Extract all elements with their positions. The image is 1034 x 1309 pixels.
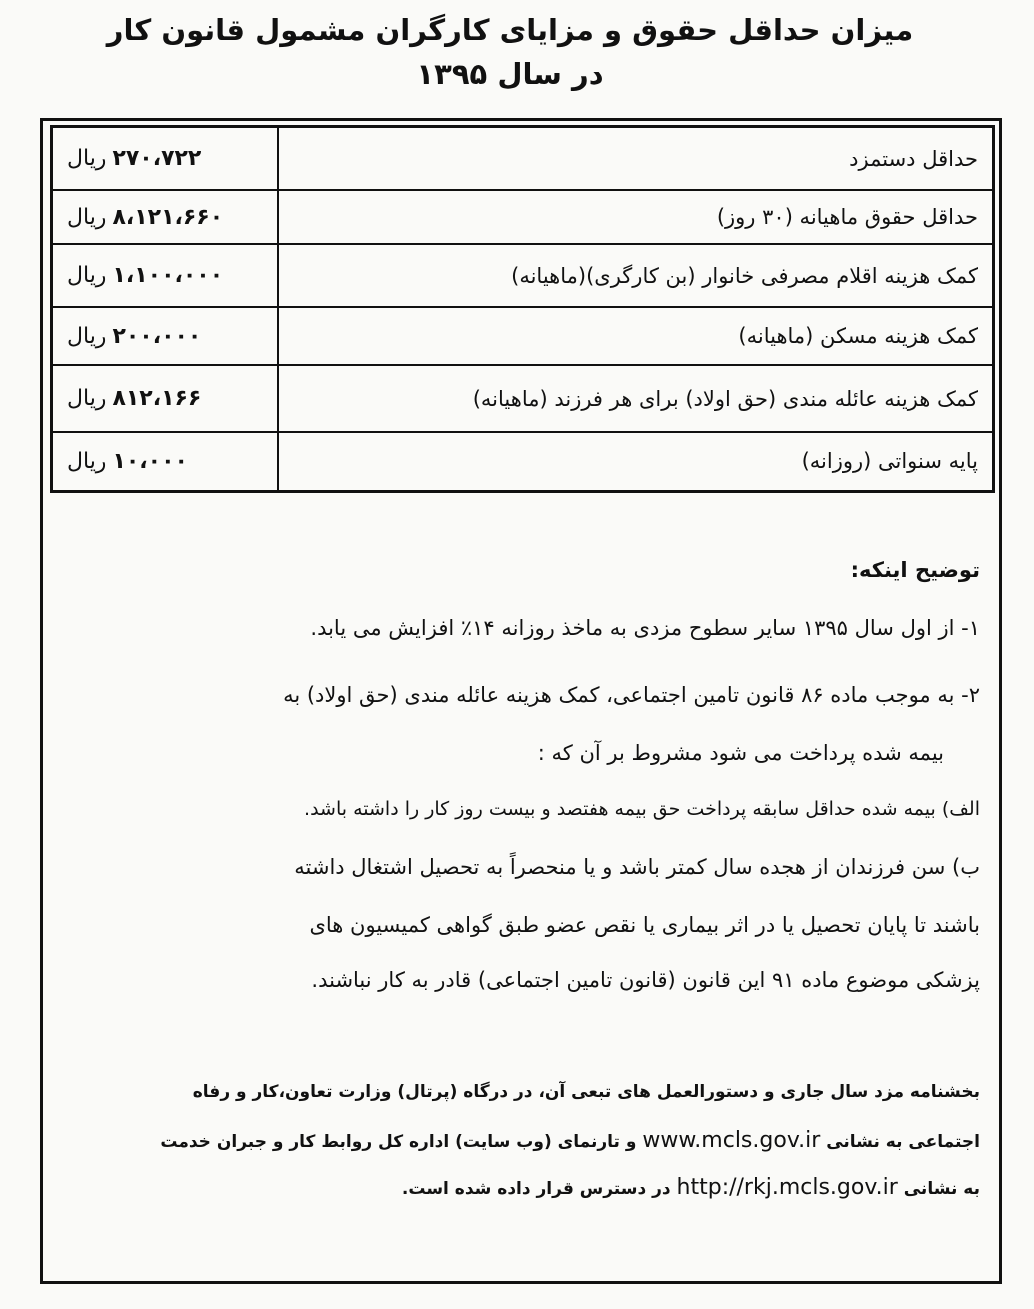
table-row bbox=[52, 307, 994, 365]
table-row bbox=[52, 190, 994, 244]
footer-line-2 bbox=[62, 1128, 980, 1153]
page-title: میزان حداقل حقوق و مزایای کارگران مشمول قانون کار در سال ۱۳۹۵ bbox=[106, 13, 914, 91]
row-value bbox=[52, 365, 279, 432]
row-label: کمک هزینه اقلام مصرفی خانوار (بن کارگری)(ماهیانه) bbox=[278, 244, 994, 307]
note-item-1: ۱- از اول سال ۱۳۹۵ سایر سطوح مزدی به ماخذ روزانه ۱۴٪ افزایش می یابد. bbox=[310, 616, 980, 640]
footer-text: به نشانی bbox=[903, 1179, 980, 1199]
currency: ریال bbox=[67, 146, 107, 171]
rkj-url-link[interactable]: http://rkj.mcls.gov.ir bbox=[676, 1175, 898, 1200]
note-item-2-line-2: بیمه شده پرداخت می شود مشروط بر آن که : bbox=[537, 741, 944, 765]
currency: ریال bbox=[67, 204, 107, 230]
currency: ریال bbox=[67, 263, 107, 289]
row-value bbox=[52, 307, 279, 365]
row-label: پایه سنواتی (روزانه) bbox=[278, 432, 994, 492]
row-value bbox=[52, 127, 279, 191]
table-row bbox=[52, 244, 994, 307]
row-value bbox=[52, 244, 279, 307]
row-value bbox=[52, 432, 279, 492]
footer-line-1: بخشنامه مزد سال جاری و دستورالعمل های تبعی آن، در درگاه (پرتال) وزارت تعاون،کار و رفاه bbox=[192, 1082, 980, 1102]
footer-text: اجتماعی به نشانی bbox=[826, 1132, 980, 1152]
amount: ۸۱۲،۱۶۶ bbox=[112, 386, 202, 412]
table-row bbox=[52, 432, 994, 492]
note-item-b-line-1: ب) سن فرزندان از هجده سال کمتر باشد و یا منحصراً به تحصیل اشتغال داشته bbox=[294, 855, 980, 879]
row-label: حداقل دستمزد bbox=[278, 127, 994, 191]
amount: ۱۰،۰۰۰ bbox=[112, 448, 188, 474]
row-label: کمک هزینه مسکن (ماهیانه) bbox=[278, 307, 994, 365]
amount: ۲۷۰،۷۲۲ bbox=[112, 146, 202, 171]
table-row bbox=[52, 365, 994, 432]
currency: ریال bbox=[67, 386, 107, 412]
footer-text: و تارنمای (وب سایت) اداره کل روابط کار و جبران خدمت bbox=[160, 1132, 637, 1152]
row-value bbox=[52, 190, 279, 244]
ministry-url-link[interactable]: www.mcls.gov.ir bbox=[642, 1128, 821, 1153]
footer-line-3 bbox=[62, 1175, 980, 1200]
note-item-a: الف) بیمه شده حداقل سابقه پرداخت حق بیمه هفتصد و بیست روز کار را داشته باشد. bbox=[304, 798, 980, 820]
currency: ریال bbox=[67, 448, 107, 474]
row-label: کمک هزینه عائله مندی (حق اولاد) برای هر فرزند (ماهیانه) bbox=[278, 365, 994, 432]
amount: ۲۰۰،۰۰۰ bbox=[112, 323, 202, 349]
footer-text: در دسترس قرار داده شده است. bbox=[401, 1179, 671, 1199]
row-label: حداقل حقوق ماهیانه (۳۰ روز) bbox=[278, 190, 994, 244]
note-item-2-line-1: ۲- به موجب ماده ۸۶ قانون تامین اجتماعی، کمک هزینه عائله مندی (حق اولاد) به bbox=[283, 683, 980, 707]
amount: ۸،۱۲۱،۶۶۰ bbox=[112, 204, 224, 230]
note-item-b-line-3: پزشکی موضوع ماده ۹۱ این قانون (قانون تامین اجتماعی) قادر به کار نباشند. bbox=[311, 968, 980, 992]
amount: ۱،۱۰۰،۰۰۰ bbox=[112, 263, 224, 289]
notes-heading: توضیح اینکه: bbox=[850, 558, 980, 582]
table-row bbox=[52, 127, 994, 191]
note-item-b-line-2: باشند تا پایان تحصیل یا در اثر بیماری یا نقص عضو طبق گواهی کمیسیون های bbox=[309, 913, 980, 937]
rates-table bbox=[50, 125, 995, 493]
currency: ریال bbox=[67, 323, 107, 349]
